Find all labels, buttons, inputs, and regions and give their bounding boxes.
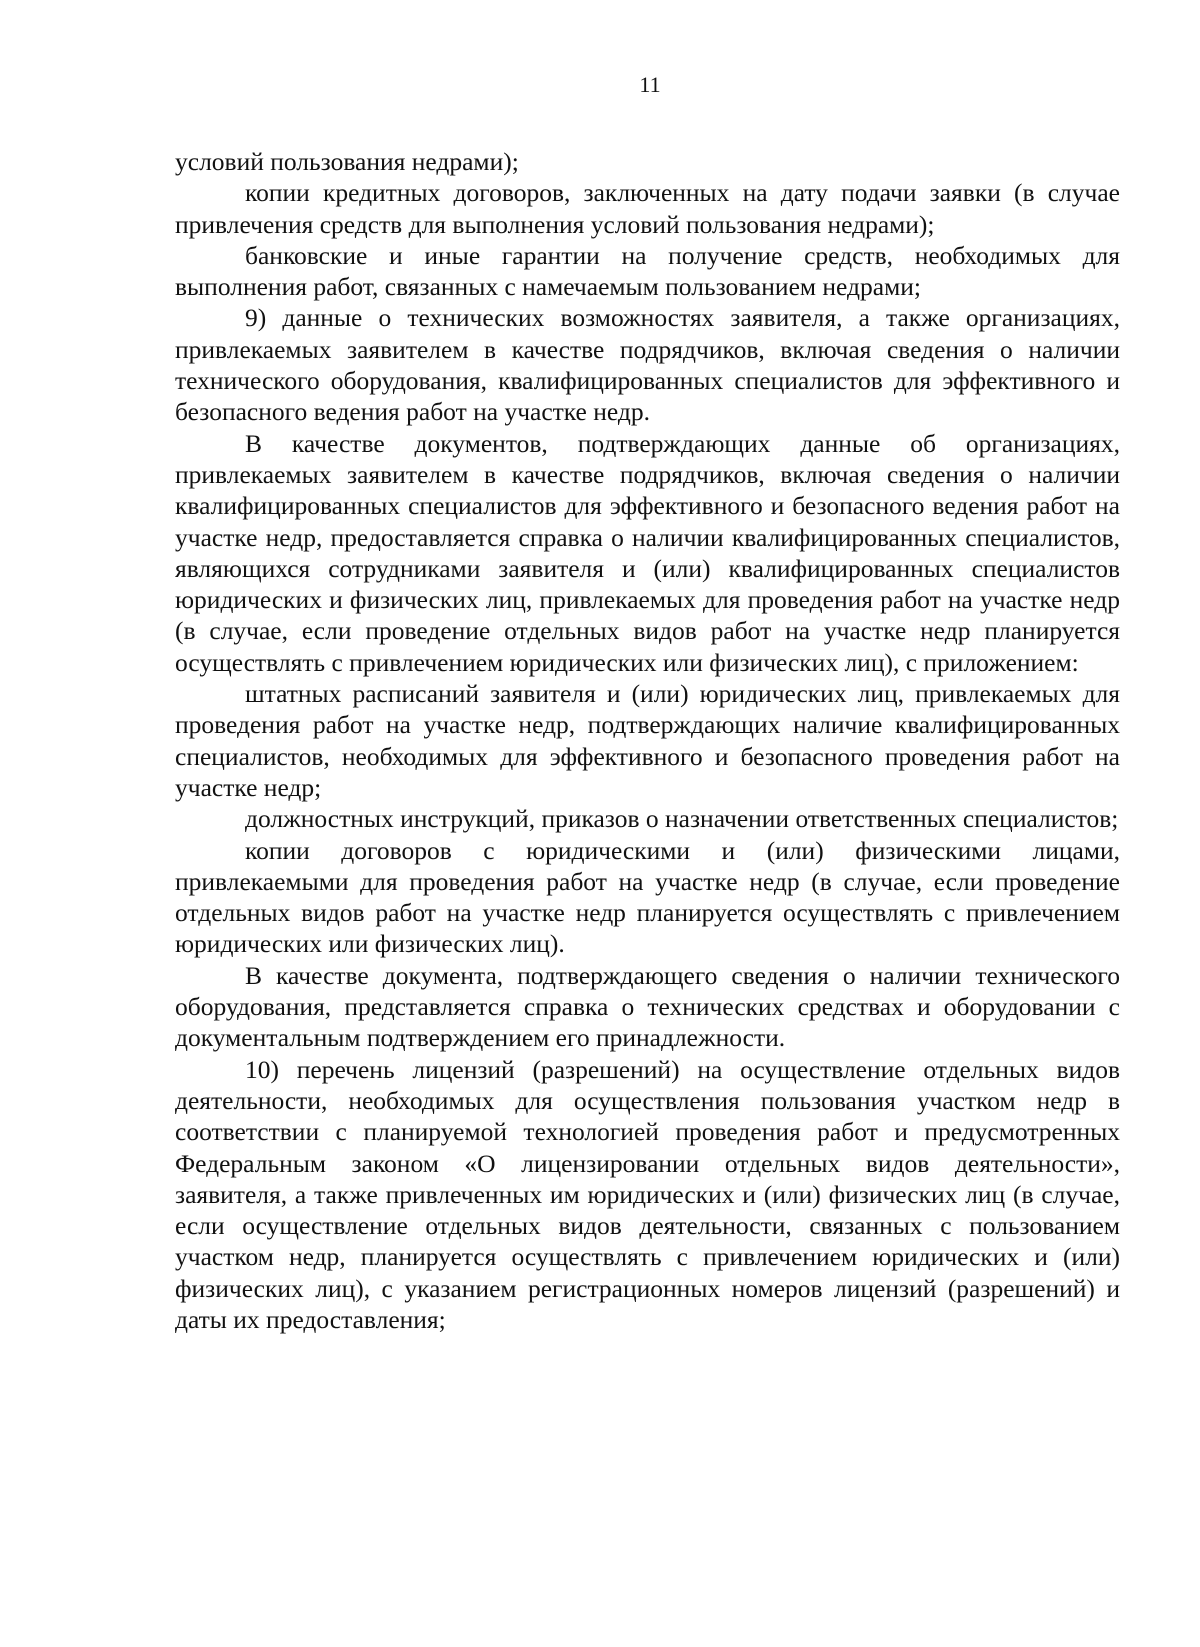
paragraph-staff-schedules: штатных расписаний заявителя и (или) юридических лиц, привлекаемых для проведения работ на участке недр, подтверждающих наличие квалифицированных специалистов, необходимых для эффективного и безопасного проведения работ на участке недр;: [175, 679, 1120, 802]
paragraph-job-instructions: должностных инструкций, приказов о назначении ответственных специалистов;: [245, 804, 1119, 834]
paragraph-continuation: условий пользования недрами);: [175, 147, 519, 176]
paragraph-contractor-documents: В качестве документов, подтверждающих данные об организациях, привлекаемых заявителем в качестве подрядчиков, включая сведения о наличии квалифицированных специалистов для эффективного и безопасного ведения работ на участке недр, предоставляется справка о наличии квалифицированных специалистов, являющихся сотрудниками заявителя и (или) квалифицированных специалистов юридических и физических лиц, привлекаемых для проведения работ на участке недр (в случае, если проведение отдельных видов работ на участке недр планируется осуществлять с привлечением юридических или физических лиц), с приложением:: [175, 428, 1120, 677]
paragraph-contract-copies: копии договоров с юридическими и (или) физическими лицами, привлекаемыми для проведения работ на участке недр (в случае, если проведение отдельных видов работ на участке недр планируется осуществлять с привлечением юридических или физических лиц).: [175, 835, 1120, 959]
document-body: [175, 146, 1120, 1335]
paragraph-item-9: 9) данные о технических возможностях заявителя, а также организациях, привлекаемых заявителем в качестве подрядчиков, включая сведения о наличии технического оборудования, квалифицированных специалистов для эффективного и безопасного ведения работ на участке недр.: [175, 303, 1120, 427]
paragraph-equipment-certificate: В качестве документа, подтверждающего сведения о наличии технического оборудования, представляется справка о технических средствах и оборудовании с документальным подтверждением его принадлежности.: [175, 960, 1120, 1053]
paragraph-bank-guarantees: банковские и иные гарантии на получение средств, необходимых для выполнения работ, связанных с намечаемым пользованием недрами;: [175, 240, 1120, 302]
paragraph-credit-agreements: копии кредитных договоров, заключенных на дату подачи заявки (в случае привлечения средств для выполнения условий пользования недрами);: [175, 178, 1120, 239]
page-number: 11: [639, 72, 661, 97]
paragraph-item-10: 10) перечень лицензий (разрешений) на осуществление отдельных видов деятельности, необходимых для осуществления пользования участком недр в соответствии с планируемой технологией проведения работ и предусмотренных Федеральным законом «О лицензировании отдельных видов деятельности», заявителя, а также привлеченных им юридических и (или) физических лиц (в случае, если осуществление отдельных видов деятельности, связанных с пользованием участком недр, планируется осуществлять с привлечением юридических и (или) физических лиц), с указанием регистрационных номеров лицензий (разрешений) и даты их предоставления;: [175, 1054, 1120, 1334]
